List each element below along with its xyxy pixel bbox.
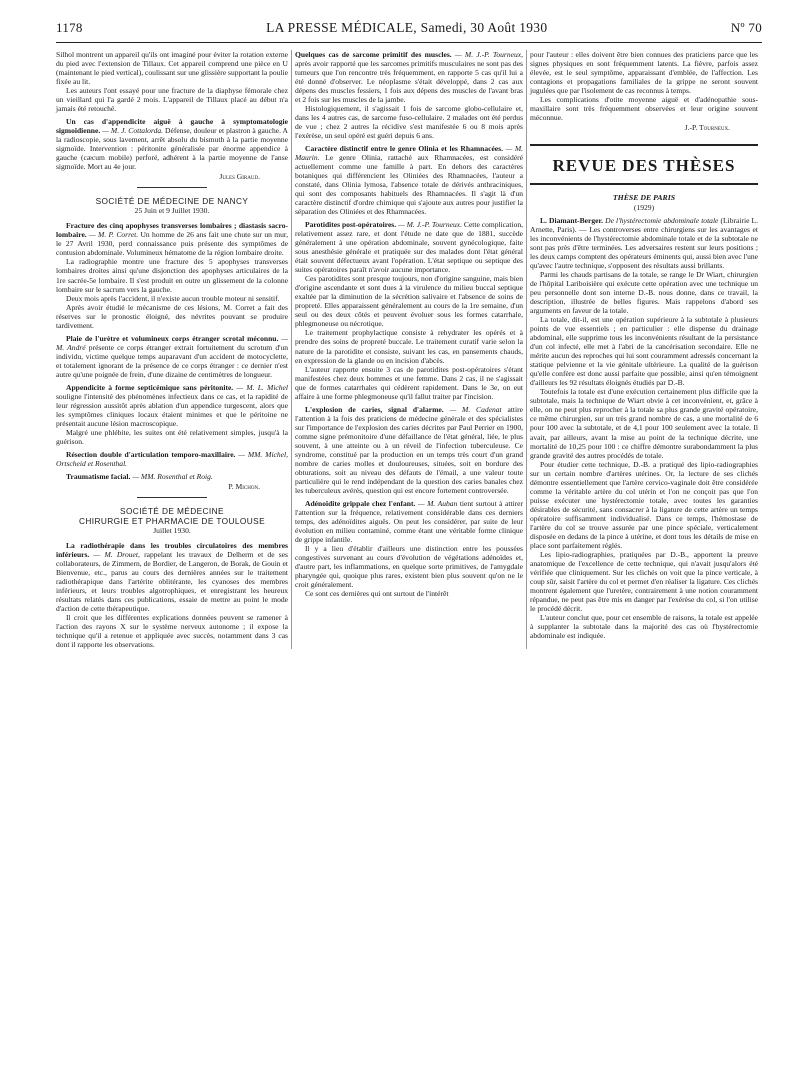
paragraph: Ces parotidites sont presque toujours, non d'origine sanguine, mais bien d'origine ascendante et sont dues à la virulence du milieu buccal septique exaltée par la diminution de la sécrétion salivaire et l'absence de soins de propreté. Elles apparaissent généralement au cours de la 1re semaine, d'un seul ou des deux côtés et peuvent évoluer sous les formes catarrhale, phlegmoneuse ou nécrotique.	[295, 274, 523, 329]
paragraph: La radiographie montre une fracture des 5 apophyses transverses lombaires droites ainsi qu'une disjonction des apophyses articulaires de la 1re sacrée-5e lombaire. Il s'est produit en outre un glissement de la colonne lombaire sur le sacrum vers la gauche.	[56, 257, 288, 294]
entry-appendicite: Un cas d'appendicite aiguë à gauche à symptomatologie sigmoïdienne. — M. J. Cottalorda. Défense, douleur et plastron à gauche. A la radioscopie, sous lavement, arrêt absolu du bismuth à la partie moyenne sigmoïde. Intervention : péritonite généralisée par énorme appendice à gauche (cæcum mobile) perforé, adhérent à la partie moyenne de l'anse sigmoïde. Mort au 4e jour.	[56, 117, 288, 172]
paragraph: Toutefois la totale est d'une exécution certainement plus difficile que la subtotale, mais la technique de Wiart obvie à cet inconvénient, et, grâce à elle, on ne peut plus reprocher à la totale sa plus grande gravité opératoire, ce même chirurgien, sur un très grand nombre de cas, a une mortalité de 6 pour 100 avec la subtotale, et de 4,1 pour 100 seulement avec la totale. Il avait, par ailleurs, avant la mise au point de la technique décrite, une mortalité de 10,25 pour 100 : ce chiffre démontre surabondamment la plus grande gravité des autres procédés de totale.	[530, 387, 758, 460]
section-banner	[530, 144, 758, 185]
entry-traumatisme: Traumatisme facial. — MM. Rosenthal et Roig.	[66, 471, 213, 481]
divider	[137, 497, 207, 498]
column-right	[526, 50, 761, 649]
column-left	[56, 50, 291, 649]
entry-parotidites: Parotidites post-opératoires. — M. J.-P. Tourneux. Cette complication, relativement assez rare, et dont l'étude ne date que de 1881, succède généralement à une opération abdominale, souvent gynécologique, faite sous anesthésie générale et pratiquée sur des malades dont l'état général était souvent défectueux avant l'opération. L'état septique ou septique des suites opératoires paraît n'avoir aucune importance.	[295, 220, 524, 275]
paragraph: Il croit que les différentes explications données peuvent se ramener à l'action des rayons X sur le système nerveux autonome ; il expose la technique qu'il a retenue et appliquée avec succès, notamment dans 3 cas dont il rapporte les observations.	[56, 613, 288, 650]
issue-number: Nº 70	[730, 20, 762, 35]
society-heading: SOCIÉTÉ DE MÉDECINE	[120, 505, 224, 516]
entry-caries: L'explosion de caries, signal d'alarme. — M. Cadenat attire l'attention à la fois des praticiens de médecine générale et des spécialistes sur l'importance de l'explosion des caries décrites par Paul Perrier en 1900, comme signe prémonitoire d'une défaillance de l'état général, liée, le plus souvent, à une atteinte ou à un réveil de l'infection tuberculeuse. Ce syndrome, constitué par la production en un temps très court d'un grand nombre de caries molles et douloureuses, situées, soit en bordure des obturations, soit au niveau des défauts de l'émail, a une valeur toute particulière qui le rend indépendant de la question des caries banales chez les tuberculeux avérés, question qui est encore fortement controversée.	[295, 404, 523, 495]
entry-radiotherapie: La radiothérapie dans les troubles circulatoires des membres inférieurs. — M. Drouet, rappelant les travaux de Delherm et de ses collaborateurs, de Zimmern, de Bordier, de Langeron, de Borak, de Gouin et Bienvenue, etc., parus au cours des dernières années sur le traitement radiothérapique dans l'artérite oblitérante, les cyanoses des membres inférieurs, et leurs troubles algotrophiques, et enregistrant les heureux résultats relatés dans ces publications, essaie de mettre au point le mode d'action de cette thérapeutique.	[56, 541, 288, 614]
society-heading: SOCIÉTÉ DE MÉDECINE DE NANCY	[95, 196, 249, 207]
paragraph: Le traitement prophylactique consiste à rehydrater les opérés et à prendre des soins de propreté buccale. Le traitement curatif varie selon la nature de la parotidite et consiste, suivant les cas, en pansements chauds, en expression de la glande ou en incision d'abcès.	[295, 328, 523, 365]
running-head	[56, 20, 762, 43]
signature: P. Michon.	[228, 481, 260, 491]
paragraph: Parmi les chauds partisans de la totale, se range le Dr Wiart, chirurgien de l'hôpital Lariboisière qui exécute cette opération avec une technique un peu personnelle dont son interne D.-B. nous donne, dans ce travail, la description, illustrée de belles figures. Mais rappelons d'abord ses arguments en faveur de la totale.	[530, 270, 758, 316]
paragraph: Ce sont ces dernières qui ont surtout de l'intérêt	[305, 588, 449, 598]
entry-olinia: Caractère distinctif entre le genre Olinia et les Rhamnacées. — M. Maurin. Le genre Olinia, rattaché aux Rhamnacées, est considéré actuellement comme une famille à part. En dehors des caractères botaniques qui différencient les Oliniées des Rhamnacées, l'auteur a constaté, dans Olinia lymosa, l'absence totale de dérivés anthraciniques, qui sont des composants habituels des Rhamnacées. Il s'agit là d'un caractère distinctif d'ordre chimique qui s'ajoute aux autres pour justifier la séparation des Oliniées et des Rhamnacées.	[295, 144, 524, 217]
section-title: REVUE DES THÈSES	[552, 156, 736, 176]
signature: J.-P. Tourneux.	[684, 123, 730, 133]
paragraph: Il y a lieu d'établir d'ailleurs une distinction entre les poussées congestives survenant au cours d'évolution de végétations adénoïdes et, d'autre part, les inflammations, en quelque sorte primitives, de l'amygdale pharyngée qui, quoique plus rares, existent bien plus souvent qu'on ne le croit généralement.	[295, 543, 523, 589]
entry-plaie-uretre: Plaie de l'urètre et volumineux corps étranger scrotal méconnu. — M. André présente ce corps étranger extrait fortuitement du scrotum d'un individu, victime quelque temps auparavant d'un accident de motocyclette, et totalement ignorant de la présence de ce corps étranger : ce dernier n'est autre qu'une poignée de frein, d'une dizaine de centimètres de longueur.	[56, 333, 289, 379]
paragraph: L'auteur rapporte ensuite 3 cas de parotidites post-opératoires s'étant manifestées chez deux hommes et une femme. Dans 2 cas, il ne s'agissait que de formes catarrhales qui cédèrent rapidement. Dans le 3e, on eut affaire à une forme phlegmoneuse qu'il fallut traiter par l'incision.	[295, 364, 523, 401]
paragraph: Pour étudier cette technique, D.-B. a pratiqué des lipio-radiographies sur un certain nombre d'artères utérines. Or, la lecture de ses clichés démontre essentiellement que l'artère cervico-vaginale doit être considérée comme la véritable artère du col utérin et l'on ne conçoit pas que l'on puisse exécuter une hystérectomie totale, avec toutes les garanties désirables de sécurité, sans consacrer à la ligature de cette artère un temps opératoire suffisamment individualisé. Dans ce temps, l'hémostase de l'artère du col se trouve assurée par une pince spéciale, verticalement disposée en dedans de la pince à utérine, et dont tous les détails de mise en place sont parfaitement réglés.	[530, 459, 758, 550]
entry-sarcome: Quelques cas de sarcome primitif des muscles. — M. J.-P. Tourneux, après avoir rapporté que les sarcomes primitifs musculaires ne sont pas des tumeurs que l'on rencontre très fréquemment, en rapporte 5 cas qu'il lui a été donné d'observer. Le néoplasme s'était développé, dans 2 cas aux dépens des muscles fessiers, 1 fois aux dépens des muscles de l'avant bras et 2 fois sur les muscles de la jambe.	[295, 50, 523, 105]
paragraph: pour l'auteur : elles doivent être bien connues des praticiens parce que les signes physiques en sont fréquemment latents. La fièvre, parfois assez élevée, est le seul symptôme, apparaissant d'emblée, de l'affection. Les contagions et propagations familiales de la grippe ne seront souvent jugulées que par l'isolement de cas reconnus à temps.	[530, 50, 758, 96]
journal-title: LA PRESSE MÉDICALE, Samedi, 30 Août 1930	[266, 20, 548, 35]
entry-adenoidite: Adénoïdite grippale chez l'enfant. — M. Auban tient surtout à attirer l'attention sur la fréquence, relativement considérable dans ces derniers temps, des adénoïdites aiguës. On peut les considérer, par suite de leur évolution en milieu contaminé, comme étant une véritable forme clinique de grippe infantile.	[295, 498, 524, 544]
paragraph: La totale, dit-il, est une opération supérieure à la subtotale à plusieurs points de vue essentiels ; en particulier : elle dispense du drainage abdominal, elle supprime tous les inconvénients résultant de la persistance d'un col infecté, elle met à l'abri de la cancérisation secondaire. Elle ne mérite aucun des reproches qui lui sont couramment adressés concernant la statique pelvienne et la vie génitale ultérieure. La qualité de la guérison qu'elle confère est donc aussi parfaite que possible, ainsi qu'en témoignent d'ailleurs les 92 résultats éloignés étudiés par D.-B.	[530, 315, 758, 388]
divider	[137, 187, 207, 188]
paragraph: L'auteur conclut que, pour cet ensemble de raisons, la totale est appelée à supplanter la subtotale dans la majorité des cas où l'hystérectomie abdominale est indiquée.	[530, 612, 758, 640]
subsection-year: (1929)	[633, 203, 655, 213]
entry-appendicite-septicemique: Appendicite à forme septicémique sans péritonite. — M. L. Michel souligne l'intensité des phénomènes infectieux dans ce cas, et la rapidité de leur régression aussitôt après ablation d'un appendice turgescent, alors que les symptômes cliniques locaux étaient minimes et que le péritoine ne présentait aucune lésion macroscopique.	[56, 382, 288, 428]
paragraph: Les lipio-radiographies, pratiquées par D.-B., apportent la preuve anatomique de l'excellence de cette technique, qui n'avait jusqu'alors été vérifiée que cliniquement. Sur les clichés on voit que la pince verticale, à coup sûr, saisit l'artère du col et permet d'en réaliser la ligature. Ces clichés montrent également que l'uretère, contrairement à une notion couramment répandue, ne peut pas être mis en danger par l'exérèse du col, si l'on utilise le procédé décrit.	[530, 549, 758, 613]
paragraph: Silhol montrent un appareil qu'ils ont imaginé pour éviter la rotation externe du pied avec l'extension de Tillaux. Cet appareil comprend une pièce en U (maintenant le pied vertical), coulissant sur une glissière supportant la poulie fixée au lit.	[56, 50, 289, 87]
paragraph: Deux mois après l'accident, il n'existe aucun trouble moteur ni sensitif.	[66, 293, 280, 303]
subsection-title: THÈSE DE PARIS	[612, 193, 676, 203]
paragraph: Malgré une phlébite, les suites ont été relativement simples, jusqu'à la guérison.	[56, 427, 288, 446]
paragraph: Les auteurs l'ont essayé pour une fracture de la diaphyse fémorale chez un vieillard qui l'a gardé 2 mois. L'appareil de Tillaux placé au début n'a jamais été retouché.	[56, 86, 288, 114]
society-heading-line2: CHIRURGIE ET PHARMACIE DE TOULOUSE	[78, 515, 266, 526]
paragraph: Histologiquement, il s'agissait 1 fois de sarcome globo-cellulaire et, dans les 4 autres cas, de sarcome fuso-cellulaire. 2 malades ont été perdus de vue ; chez 2 autres la récidive s'est manifestée 6 ou 8 mois après l'exérèse, un seul opéré est guéri depuis 6 ans.	[295, 104, 523, 141]
entry-resection: Résection double d'articulation temporo-maxillaire. — MM. Michel, Ortscheid et Rosenthal.	[56, 449, 288, 468]
paragraph: Après avoir étudié le mécanisme de ces lésions, M. Corret a fait des réserves sur le pronostic éloigné, des névrites pouvant se produire tardivement.	[56, 302, 288, 330]
paragraph: Les complications d'otite moyenne aiguë et d'adénopathie sous-maxillaire sont très fréquemment observées et leur origine souvent méconnue.	[530, 95, 758, 123]
meeting-date: Juillet 1930.	[153, 525, 191, 535]
column-middle	[291, 50, 526, 649]
signature: Jules Giraud.	[219, 172, 260, 182]
entry-these: L. Diamant-Berger. De l'hystérectomie abdominale totale (Librairie L. Arnette, Paris). — Les controverses entre chirurgiens sur les avantages et les inconvénients de l'hystérectomie abdominale totale et de la subtotale ne sont pas près d'être terminées. Les adversaires restent sur leurs positions ; les deux camps comptent des opérateurs éminents qui, aussi bien avec l'une qu'avec l'autre technique, s'opposent des résultats aussi brillants.	[530, 216, 759, 271]
page-number: 1178	[56, 20, 83, 35]
meeting-date: 25 Juin et 9 Juillet 1930.	[134, 206, 210, 216]
entry-fracture: Fracture des cinq apophyses transverses lombaires ; diastasis sacro-lombaire. — M. P. Corret. Un homme de 26 ans fait une chute sur un mur, le 27 Avril 1930, perd connaissance puis présente des symptômes de contusion abdominale. Volumineux hématome de la région lombaire droite.	[56, 221, 289, 258]
